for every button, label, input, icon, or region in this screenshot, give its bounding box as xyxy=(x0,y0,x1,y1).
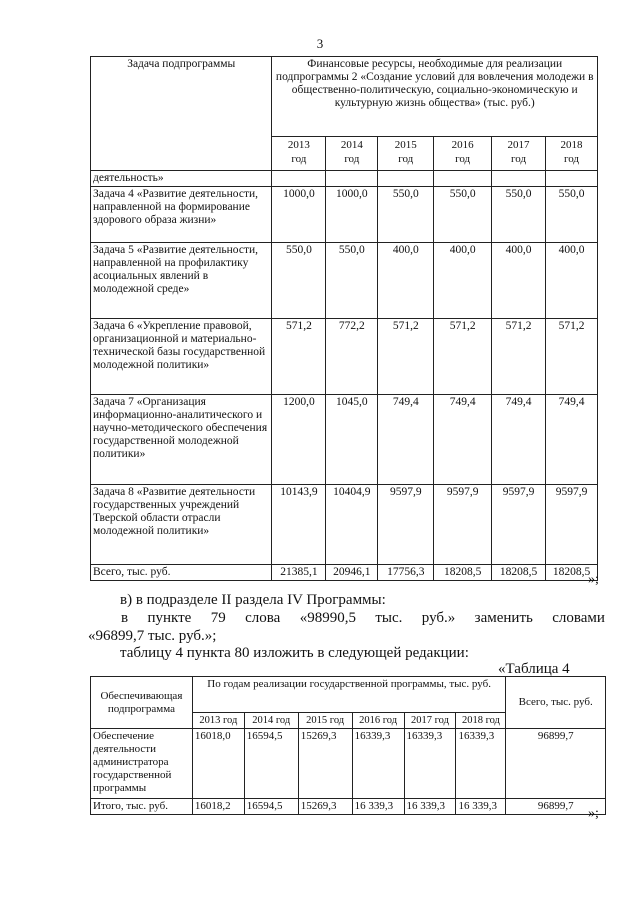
value-cell: 772,2 xyxy=(326,319,378,395)
year-header: 2017 год xyxy=(404,713,456,729)
provider-column-header: Обеспечивающая подпрограмма xyxy=(91,677,193,729)
value-cell: 9597,9 xyxy=(434,485,492,565)
value-cell: 1000,0 xyxy=(272,187,326,243)
total-cell: 16 339,3 xyxy=(352,799,404,815)
value-cell: 571,2 xyxy=(272,319,326,395)
value-cell: 749,4 xyxy=(378,395,434,485)
year-header: 2017 год xyxy=(492,137,546,171)
value-cell: 571,2 xyxy=(492,319,546,395)
year-header: 2013 год xyxy=(192,713,244,729)
task-label: Задача 5 «Развитие деятельности, направленной на профилактику асоциальных явлений в молодежной среде» xyxy=(91,243,272,319)
value-cell: 16594,5 xyxy=(244,729,298,799)
paragraph-replace-line xyxy=(121,608,605,628)
total-cell: 18208,5 xyxy=(492,565,546,581)
table-row xyxy=(91,729,606,799)
value-cell: 571,2 xyxy=(546,319,598,395)
value-cell: 1045,0 xyxy=(326,395,378,485)
task-column-header: Задача подпрограммы xyxy=(91,57,272,171)
value-cell: 400,0 xyxy=(492,243,546,319)
page-number: 3 xyxy=(316,36,324,51)
year-header: 2014 год xyxy=(326,137,378,171)
value-cell: 16339,3 xyxy=(404,729,456,799)
value-cell: 550,0 xyxy=(434,187,492,243)
value-cell: 16339,3 xyxy=(456,729,506,799)
value-cell: 749,4 xyxy=(546,395,598,485)
provider-label: Обеспечение деятельности администратора государственной программы xyxy=(91,729,193,799)
grand-total-cell: 96899,7 xyxy=(506,799,606,815)
value-cell: 550,0 xyxy=(272,243,326,319)
total-label: Всего, тыс. руб. xyxy=(91,565,272,581)
total-cell: 16 339,3 xyxy=(404,799,456,815)
total-cell: 21385,1 xyxy=(272,565,326,581)
task-label: Задача 6 «Укрепление правовой, организационной и материально-технической базы государственной молодежной политики» xyxy=(91,319,272,395)
value-cell: 400,0 xyxy=(378,243,434,319)
value-cell: 550,0 xyxy=(378,187,434,243)
years-column-header: По годам реализации государственной программы, тыс. руб. xyxy=(192,677,506,713)
value-cell: 16018,0 xyxy=(192,729,244,799)
value-cell: 1200,0 xyxy=(272,395,326,485)
table-row xyxy=(91,243,598,319)
table-row xyxy=(91,187,598,243)
total-cell: 16018,2 xyxy=(192,799,244,815)
word: «98990,5 xyxy=(299,610,356,626)
paragraph-v: в) в подразделе II раздела IV Программы: xyxy=(120,592,386,608)
table-row xyxy=(91,395,598,485)
value-cell: 550,0 xyxy=(546,187,598,243)
word: 79 xyxy=(210,610,226,626)
year-header: 2016 год xyxy=(352,713,404,729)
finance-column-header: Финансовые ресурсы, необходимые для реализации подпрограммы 2 «Создание условий для вовлечения молодежи в общественно-политическую, социально-экономическую и культурную жизнь общества» (тыс. руб.) xyxy=(272,57,598,137)
year-header: 2015 год xyxy=(378,137,434,171)
value-cell: 10143,9 xyxy=(272,485,326,565)
total-cell: 20946,1 xyxy=(326,565,378,581)
table2-closing-quote: »; xyxy=(588,806,599,821)
continuation-row xyxy=(91,171,598,187)
total-cell: 16594,5 xyxy=(244,799,298,815)
value-cell: 550,0 xyxy=(326,243,378,319)
paragraph-new-value: «96899,7 тыс. руб.»; xyxy=(88,628,217,644)
word: заменить xyxy=(474,610,533,626)
total-cell: 18208,5 xyxy=(546,565,598,581)
paragraph-table4: таблицу 4 пункта 80 изложить в следующей редакции: xyxy=(120,645,469,661)
word: пункте xyxy=(147,610,192,626)
table1-closing-quote: »; xyxy=(588,572,599,587)
total-cell: 16 339,3 xyxy=(456,799,506,815)
task-label: Задача 4 «Развитие деятельности, направленной на формирование здорового образа жизни» xyxy=(91,187,272,243)
continuation-text: деятельность» xyxy=(91,171,272,187)
value-cell: 749,4 xyxy=(492,395,546,485)
value-cell: 9597,9 xyxy=(378,485,434,565)
year-header: 2018 год xyxy=(456,713,506,729)
total-cell: 15269,3 xyxy=(298,799,352,815)
total-label: Итого, тыс. руб. xyxy=(91,799,193,815)
table-row xyxy=(91,485,598,565)
task-label: Задача 8 «Развитие деятельности государственных учреждений Тверской области отрасли молодежной политики» xyxy=(91,485,272,565)
value-cell: 10404,9 xyxy=(326,485,378,565)
value-cell: 400,0 xyxy=(546,243,598,319)
word: в xyxy=(121,610,129,626)
value-cell: 400,0 xyxy=(434,243,492,319)
total-column-header: Всего, тыс. руб. xyxy=(506,677,606,729)
total-cell: 17756,3 xyxy=(378,565,434,581)
word: тыс. xyxy=(375,610,403,626)
value-cell: 571,2 xyxy=(434,319,492,395)
finance-table-subprogram-2 xyxy=(90,56,598,581)
value-cell: 749,4 xyxy=(434,395,492,485)
total-row xyxy=(91,565,598,581)
value-cell: 16339,3 xyxy=(352,729,404,799)
finance-table-4 xyxy=(90,676,606,815)
word: словами xyxy=(552,610,605,626)
table-row xyxy=(91,319,598,395)
value-cell: 571,2 xyxy=(378,319,434,395)
year-header: 2018 год xyxy=(546,137,598,171)
year-header: 2015 год xyxy=(298,713,352,729)
year-header: 2016 год xyxy=(434,137,492,171)
total-row xyxy=(91,799,606,815)
value-cell: 550,0 xyxy=(492,187,546,243)
word: слова xyxy=(245,610,281,626)
total-cell: 18208,5 xyxy=(434,565,492,581)
value-cell: 9597,9 xyxy=(546,485,598,565)
value-cell: 1000,0 xyxy=(326,187,378,243)
year-header: 2013 год xyxy=(272,137,326,171)
table4-caption: «Таблица 4 xyxy=(498,661,570,677)
year-header: 2014 год xyxy=(244,713,298,729)
word: руб.» xyxy=(421,610,456,626)
row-total-cell: 96899,7 xyxy=(506,729,606,799)
task-label: Задача 7 «Организация информационно-аналитического и научно-методического обеспечения государственной молодежной политики» xyxy=(91,395,272,485)
value-cell: 9597,9 xyxy=(492,485,546,565)
value-cell: 15269,3 xyxy=(298,729,352,799)
